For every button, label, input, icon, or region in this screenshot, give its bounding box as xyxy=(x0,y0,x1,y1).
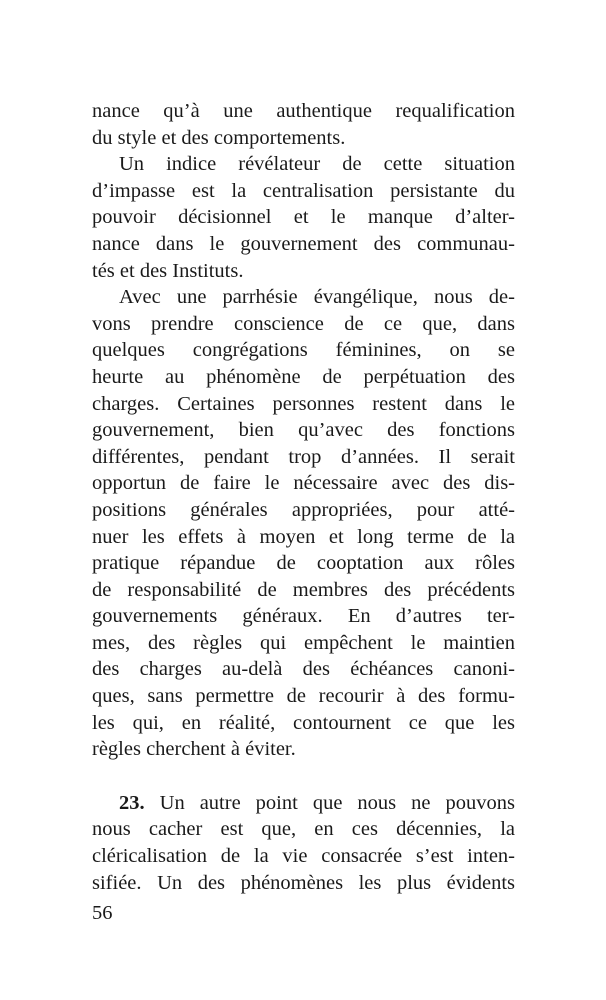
line-text: vons prendre conscience de ce que, dans xyxy=(92,312,515,335)
line-text: sifiée. Un des phénomènes les plus évidents xyxy=(92,871,515,894)
line-text: tés et des Instituts. xyxy=(92,259,244,282)
line-text: Avec une parrhésie évangélique, nous de- xyxy=(119,286,515,309)
line-text: pratique répandue de cooptation aux rôles xyxy=(92,552,515,575)
paragraph xyxy=(92,98,515,151)
text-line xyxy=(92,311,515,338)
line-text: d’impasse est la centralisation persistante du xyxy=(92,179,515,202)
line-text: différentes, pendant trop d’années. Il serait xyxy=(92,445,515,468)
text-line xyxy=(92,391,515,418)
text-line xyxy=(92,337,515,364)
line-text: nous cacher est que, en ces décennies, la xyxy=(92,818,515,841)
text-line xyxy=(92,603,515,630)
line-text: nuer les effets à moyen et long terme de la xyxy=(92,525,515,548)
text-line xyxy=(92,736,515,763)
line-text: cléricalisation de la vie consacrée s’est inten- xyxy=(92,845,515,868)
text-line xyxy=(92,790,515,817)
text-line xyxy=(92,258,515,285)
line-text: opportun de faire le nécessaire avec des dis- xyxy=(92,472,515,495)
text-line xyxy=(92,470,515,497)
text-line xyxy=(92,98,515,125)
page-number: 56 xyxy=(92,902,113,924)
paragraph-number: 23. xyxy=(119,791,145,814)
page-body xyxy=(92,98,515,896)
line-text: pouvoir décisionnel et le manque d’alter- xyxy=(92,206,515,229)
text-line xyxy=(92,683,515,710)
line-text: quelques congrégations féminines, on se xyxy=(92,339,515,362)
paragraph xyxy=(92,151,515,284)
text-line xyxy=(92,204,515,231)
text-line xyxy=(92,178,515,205)
text-line xyxy=(92,816,515,843)
line-text: gouvernement, bien qu’avec des fonctions xyxy=(92,419,515,442)
text-line xyxy=(92,125,515,152)
text-line xyxy=(92,151,515,178)
text-line xyxy=(92,843,515,870)
line-text: du style et des comportements. xyxy=(92,126,346,149)
text-line xyxy=(92,364,515,391)
line-text: ques, sans permettre de recourir à des formu- xyxy=(92,685,515,708)
paragraph-gap xyxy=(92,763,515,790)
line-text: nance qu’à une authentique requalification xyxy=(92,100,515,122)
text-line xyxy=(92,577,515,604)
line-text: nance dans le gouvernement des communau- xyxy=(92,232,515,255)
text-line xyxy=(92,231,515,258)
line-text: positions générales appropriées, pour atté- xyxy=(92,498,515,521)
text-line xyxy=(92,550,515,577)
line-text: Un indice révélateur de cette situation xyxy=(119,153,515,176)
numbered-paragraph xyxy=(92,790,515,896)
text-line xyxy=(92,284,515,311)
line-text: de responsabilité de membres des précédents xyxy=(92,578,515,601)
text-line xyxy=(92,630,515,657)
paragraph xyxy=(92,284,515,763)
text-line xyxy=(92,524,515,551)
text-line xyxy=(92,497,515,524)
text-line xyxy=(92,656,515,683)
line-text: les qui, en réalité, contournent ce que les xyxy=(92,711,515,734)
text-line xyxy=(92,710,515,737)
text-line xyxy=(92,870,515,897)
line-text: heurte au phénomène de perpétuation des xyxy=(92,365,515,388)
line-text: gouvernements généraux. En d’autres ter- xyxy=(92,605,515,628)
text-line xyxy=(92,417,515,444)
line-text: charges. Certaines personnes restent dans le xyxy=(92,392,515,415)
line-text: règles cherchent à éviter. xyxy=(92,738,296,761)
line-text: des charges au-delà des échéances canoni- xyxy=(92,658,515,681)
line-text: mes, des règles qui empêchent le maintien xyxy=(92,631,515,654)
text-line xyxy=(92,444,515,471)
line-text: Un autre point que nous ne pouvons xyxy=(159,791,515,814)
